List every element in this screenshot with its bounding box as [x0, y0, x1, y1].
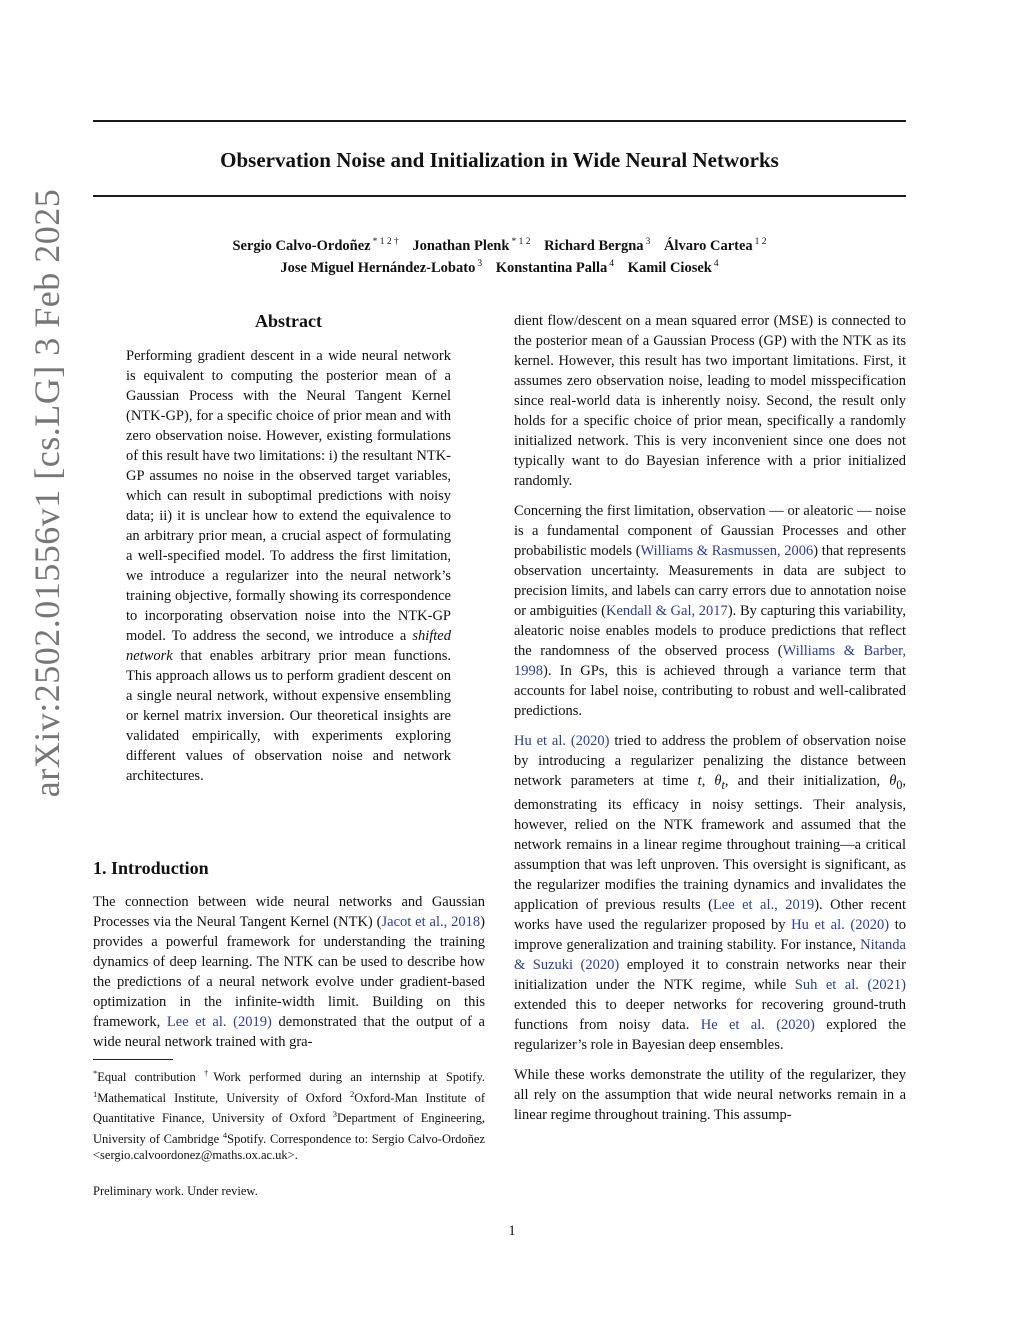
citation-link[interactable]: Lee et al., 2019 — [712, 896, 815, 913]
title-bottom-rule — [93, 195, 906, 197]
citation-link[interactable]: Hu et al. (2020) — [791, 916, 890, 933]
author-list-line-1 — [93, 232, 906, 256]
author: Sergio Calvo-Ordoñez $^{* 1 2 \dagger}$ — [232, 237, 399, 254]
citation-link[interactable]: Jacot et al., 2018 — [381, 914, 481, 930]
abstract-heading: Abstract — [255, 311, 322, 331]
author: Álvaro Cartea $^{1 2}$ — [663, 237, 767, 254]
footnote-rule — [93, 1059, 173, 1060]
intro-paragraph-2: Concerning the first limitation, observation — or aleatoric — noise is a fundamental component of Gaussian Processes and other probabilistic models (Williams & Rasmussen, 2006) that represents observation uncertainty. Measurements in data are subject to precision limits, and labels can carry errors due to annotation noise or ambiguities (Kendall & Gal, 2017). By capturing this variability, aleatoric noise enables models to produce predictions that reflect the randomness of the observed process (Williams & Barber, 1998). In GPs, this is achieved through a variance term that accounts for label noise, contributing to robust and well-calibrated predictions. — [514, 503, 906, 719]
citation-link[interactable]: Lee et al. (2019) — [166, 1014, 272, 1030]
author: Konstantina Palla $^4$ — [495, 259, 615, 276]
author: Richard Bergna $^3$ — [544, 237, 651, 254]
right-column — [514, 311, 906, 1135]
title-top-rule — [93, 120, 906, 122]
author: Kamil Ciosek $^4$ — [627, 259, 719, 276]
preliminary-note: Preliminary work. Under review. — [93, 1184, 258, 1198]
citation-link[interactable]: Williams & Rasmussen, 2006 — [640, 543, 814, 559]
intro-paragraph-3: Hu et al. (2020) tried to address the problem of observation noise by introducing a regularizer penalizing the distance between network parameters at time t, $\theta_t$, and their initialization, $\theta_0$, demonstrating its efficacy in noisy settings. Their analysis, however, relied on the NTK framework and assumed that the network remains in a linear regime throughout training—a critical assumption that was left unproven. This oversight is significant, as the regularizer modifies the training dynamics and invalidates the application of previous results (Lee et al., 2019). Other recent works have used the regularizer proposed by Hu et al. (2020) to improve generalization and training stability. For instance, Nitanda & Suzuki (2020) employed it to constrain networks near their initialization under the NTK regime, while Suh et al. (2021) extended this to deeper networks for recovering ground-truth functions from noisy data. He et al. (2020) explored the regularizer’s role in Bayesian deep ensembles. — [514, 733, 907, 1053]
citation-link[interactable]: Williams & Barber, 1998 — [514, 643, 906, 679]
citation-link[interactable]: Kendall & Gal, 2017 — [605, 603, 728, 619]
citation-link[interactable]: Hu et al. (2020) — [514, 733, 610, 749]
paper-title: Observation Noise and Initialization in Wide Neural Networks — [220, 148, 779, 172]
citation-link[interactable]: Suh et al. (2021) — [794, 976, 906, 993]
author: Jonathan Plenk $^{* 1 2}$ — [412, 237, 531, 254]
page-number: 1 — [508, 1223, 516, 1239]
arxiv-stamp: arXiv:2502.01556v1 [cs.LG] 3 Feb 2025 — [27, 188, 67, 798]
intro-paragraph-1-continued: dient flow/descent on a mean squared error (MSE) is connected to the posterior mean of a Gaussian Process (GP) with the NTK as its kernel. However, this result has two important limitations. First, it assumes zero observation noise, leading to model misspecification since real-world data is inherently noisy. Second, the result only holds for a specific choice of prior mean, specifically a randomly initialized network. This is very inconvenient since one does not typically want to do Bayesian inference with a prior initialized randomly. — [514, 313, 906, 489]
intro-paragraph-1: The connection between wide neural networks and Gaussian Processes via the Neural Tangent Kernel (NTK) (Jacot et al., 2018) provides a powerful framework for understanding the training dynamics of deep learning. The NTK can be used to describe how the predictions of a neural network evolve under gradient-based optimization in the infinite-width limit. Building on this framework, Lee et al. (2019) demonstrated that the output of a wide neural network trained with gra- — [93, 894, 485, 1050]
footnotes: *Equal contribution †Work performed during an internship at Spotify. $^1$Mathematical Institute, University of Oxford $^2$Oxford-Man Institute of Quantitative Finance, University of Oxford $^3$Department of Engineering, University of Cambridge $^4$Spotify. Correspondence to: Sergio Calvo-Ordoñez <sergio.calvoordonez@maths.ox.ac.uk>. — [93, 1068, 486, 1162]
citation-link[interactable]: He et al. (2020) — [700, 1016, 815, 1033]
author: Jose Miguel Hernández-Lobato $^3$ — [280, 259, 483, 276]
section-heading-introduction: 1. Introduction — [93, 858, 209, 878]
intro-paragraph-4: While these works demonstrate the utility of the regularizer, they all rely on the assumption that wide neural networks remain in a linear regime throughout training. This assump- — [514, 1066, 906, 1123]
abstract-body: Performing gradient descent in a wide neural network is equivalent to computing the posterior mean of a Gaussian Process with the Neural Tangent Kernel (NTK-GP), for a specific choice of prior mean and with zero observation noise. However, existing formulations of this result have two limitations: i) the resultant NTK-GP assumes no noise in the observed target variables, which can result in suboptimal predictions with noisy data; ii) it is unclear how to extend the equivalence to an arbitrary prior mean, a crucial aspect of formulating a well-specified model. To address the first limitation, we introduce a regularizer into the neural network’s training objective, formally showing its correspondence to incorporating observation noise into the NTK-GP model. To address the second, we introduce a shifted network that enables arbitrary prior mean functions. This approach allows us to perform gradient descent on a single neural network, without expensive ensembling or kernel matrix inversion. Our theoretical insights are validated empirically, with experiments exploring different values of observation noise and network architectures. — [126, 348, 451, 784]
author-list-line-2 — [93, 254, 906, 278]
citation-link[interactable]: Nitanda & Suzuki (2020) — [514, 936, 906, 973]
